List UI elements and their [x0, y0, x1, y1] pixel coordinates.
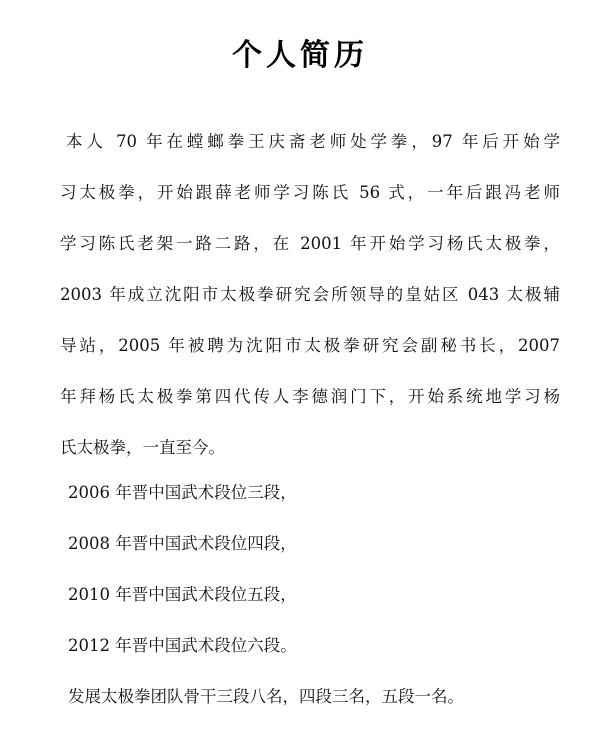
bio-line-1: 本人 70 年在螳螂拳王庆斋老师处学拳，97 年后开始学 [66, 132, 560, 151]
ranks-list [68, 467, 568, 671]
team-paragraph [68, 671, 568, 722]
rank-line-4: 2012 年晋中国武术段位六段。 [68, 636, 297, 655]
bio-line-2: 习太极拳，开始跟薛老师学习陈氏 56 式，一年后跟冯老师 [60, 183, 560, 202]
bio-line-6: 年拜杨氏太极拳第四代传人李德润门下，开始系统地学习杨 [60, 387, 560, 406]
bio-line-3: 学习陈氏老架一路二路，在 2001 年开始学习杨氏太极拳， [60, 234, 560, 253]
bio-line-7: 氏太极拳，一直至今。 [60, 438, 225, 457]
rank-line-1: 2006 年晋中国武术段位三段， [68, 483, 297, 502]
document-title: 个人简历 [232, 38, 368, 73]
bio-line-4: 2003 年成立沈阳市太极拳研究会所领导的皇姑区 043 太极辅 [60, 285, 560, 304]
rank-line-3: 2010 年晋中国武术段位五段， [68, 585, 297, 604]
bio-paragraph [60, 116, 560, 473]
rank-line-2: 2008 年晋中国武术段位四段， [68, 534, 297, 553]
bio-line-5: 导站，2005 年被聘为沈阳市太极拳研究会副秘书长，2007 [60, 336, 560, 355]
team-line: 发展太极拳团队骨干三段八名，四段三名，五段一名。 [68, 687, 464, 706]
